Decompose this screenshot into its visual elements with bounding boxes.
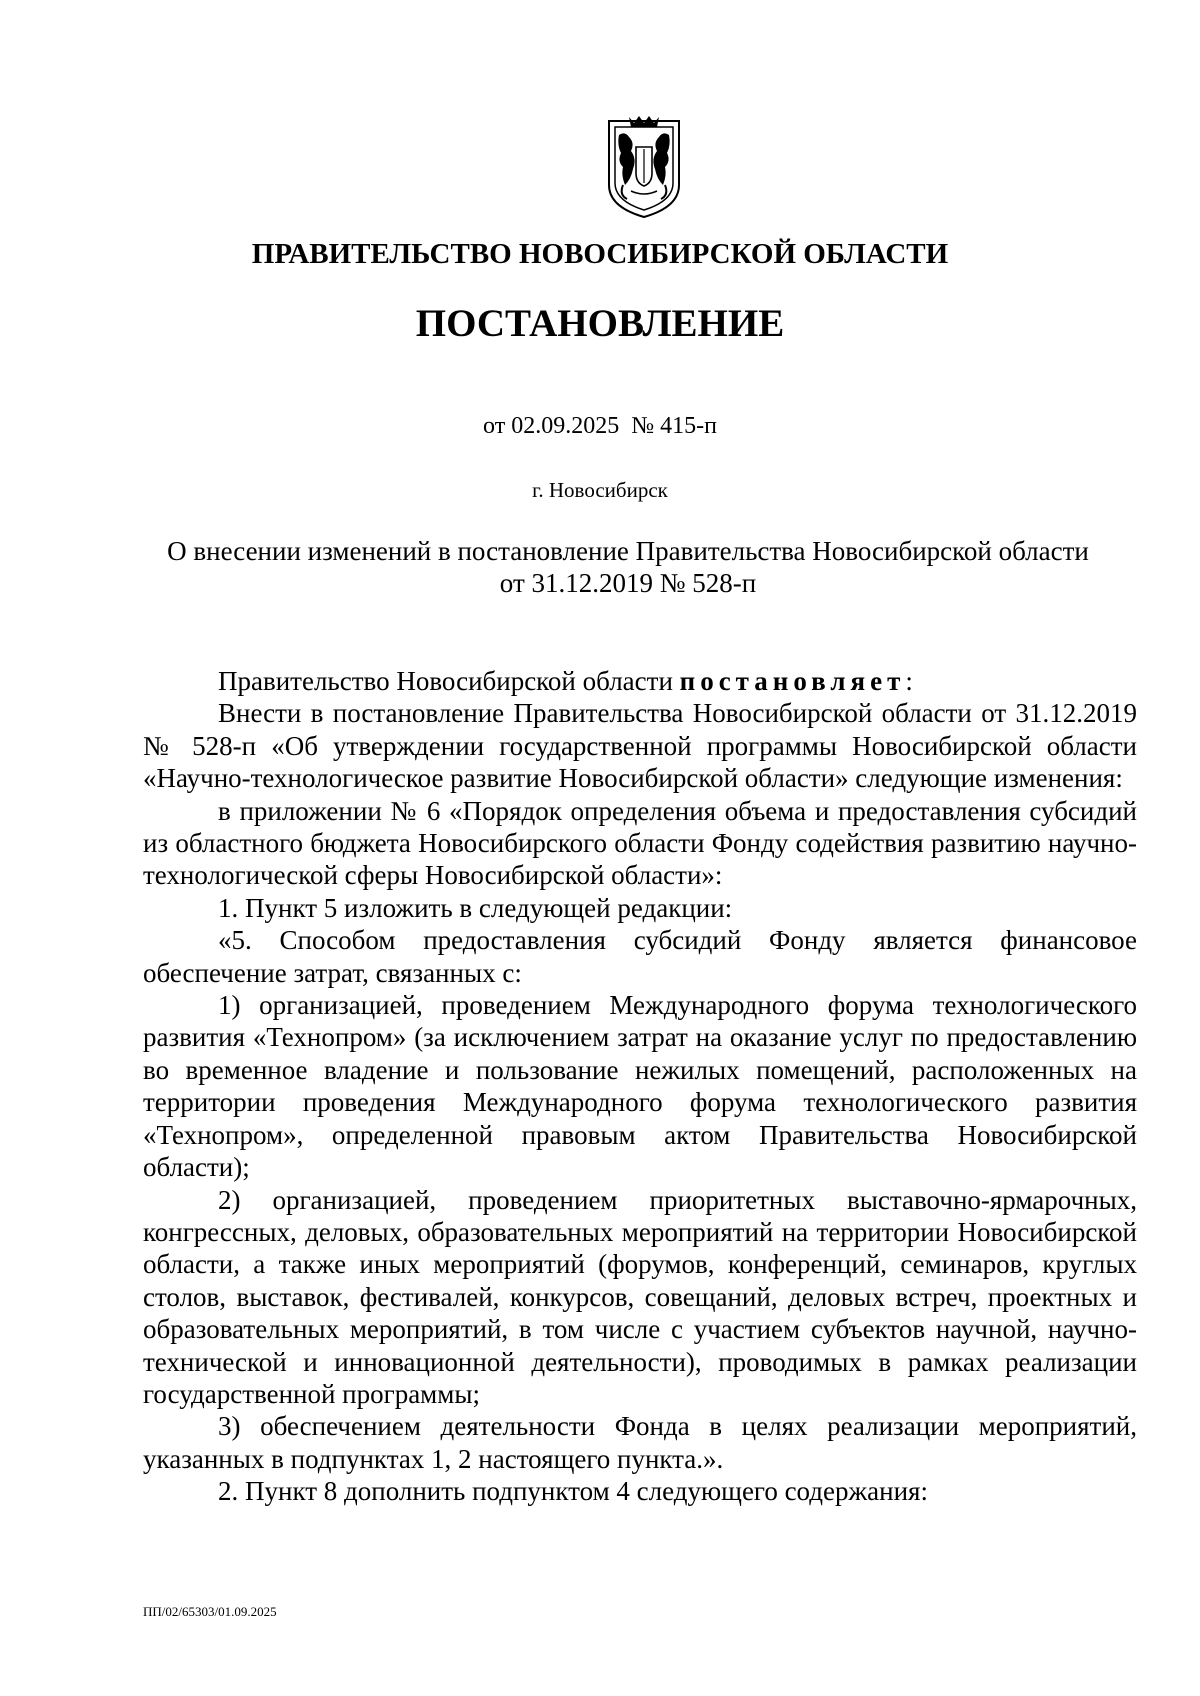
organization-title: ПРАВИТЕЛЬСТВО НОВОСИБИРСКОЙ ОБЛАСТИ	[251, 238, 949, 270]
document-subject	[150, 535, 1106, 599]
document-body	[143, 665, 1137, 1508]
paragraph-appendix-6: в приложении № 6 «Порядок определения объема и предоставления субсидий из областного бюджета Новосибирского области Фонду содействия развитию научно-технологической сферы Новосибирской области»:	[143, 795, 1137, 891]
document-city: г. Новосибирск	[532, 478, 668, 502]
paragraph-point-5: «5. Способом предоставления субсидий Фонду является финансовое обеспечение затрат, связанных с:	[143, 925, 1137, 988]
paragraph-amendment-intro: Внести в постановление Правительства Новосибирской области от 31.12.2019 № 528-п «Об утверждении государственной программы Новосибирской области «Научно-технологическое развитие Новосибирской области» следующие изменения:	[143, 698, 1137, 794]
paragraph-item-1: 1. Пункт 5 изложить в следующей редакции:	[218, 892, 733, 923]
preamble-decision-word: постановляет	[679, 666, 906, 696]
subject-line-2: от 31.12.2019 № 528-п	[499, 568, 757, 598]
document-date-number: от 02.09.2025 № 415-п	[483, 413, 717, 439]
paragraph-subpoint-3: 3) обеспечением деятельности Фонда в целях реализации мероприятий, указанных в подпунктах 1, 2 настоящего пункта.».	[143, 1411, 1137, 1474]
subject-line-1: О внесении изменений в постановление Правительства Новосибирской области	[167, 536, 1089, 566]
paragraph-item-2: 2. Пункт 8 дополнить подпунктом 4 следующего содержания:	[218, 1476, 928, 1507]
document-type: ПОСТАНОВЛЕНИЕ	[415, 302, 785, 345]
document-registration-code: ПП/02/65303/01.09.2025	[143, 1604, 277, 1619]
preamble-lead: Правительство Новосибирской области	[218, 666, 680, 696]
paragraph-subpoint-1: 1) организацией, проведением Международного форума технологического развития «Технопром» (за исключением затрат на оказание услуг по предоставлению во временное владение и пользование нежилых помещений, расположенных на территории проведения Международного форума технологического развития «Технопром», определенной правовым актом Правительства Новосибирской области);	[143, 990, 1137, 1183]
paragraph-preamble	[143, 665, 1137, 697]
preamble-tail: :	[905, 666, 913, 696]
coat-of-arms-icon	[601, 113, 687, 221]
paragraph-subpoint-2: 2) организацией, проведением приоритетных выставочно-ярмарочных, конгрессных, деловых, образовательных мероприятий на территории Новосибирской области, а также иных мероприятий (форумов, конференций, семинаров, круглых столов, выставок, фестивалей, конкурсов, совещаний, деловых встреч, проектных и образовательных мероприятий, в том числе с участием субъектов научной, научно-технической и инновационной деятельности), проводимых в рамках реализации государственной программы;	[143, 1184, 1137, 1409]
